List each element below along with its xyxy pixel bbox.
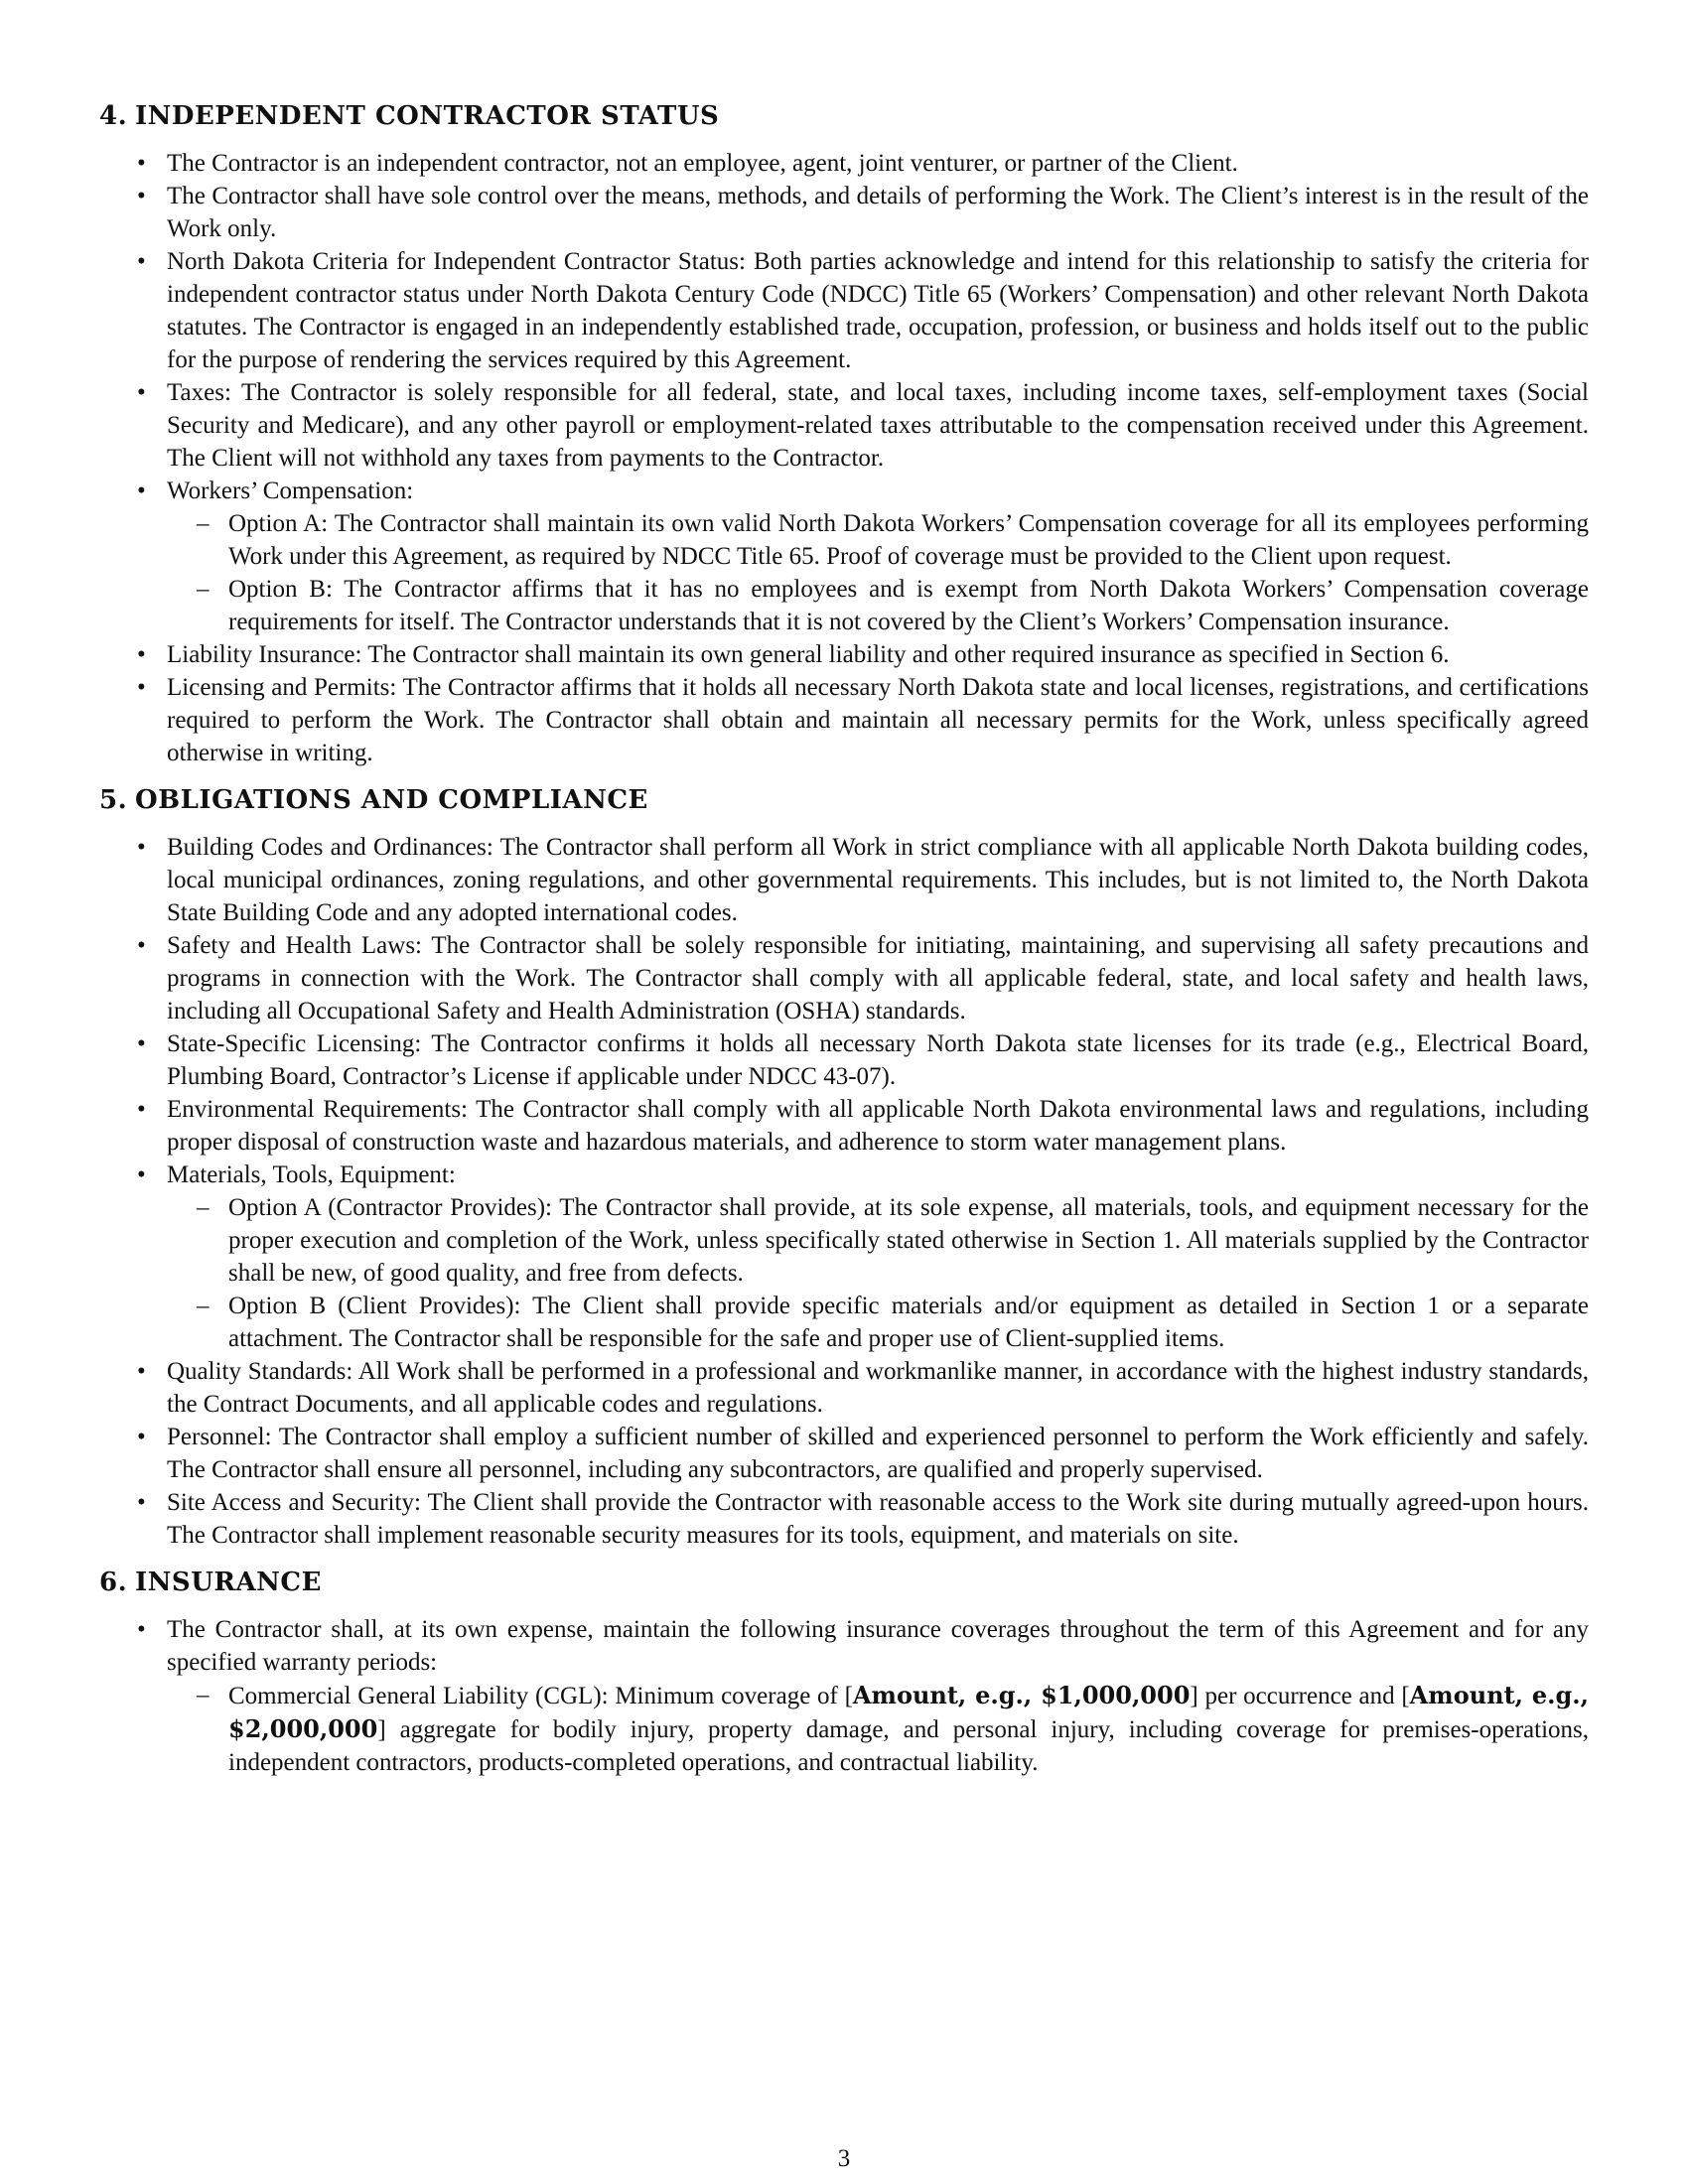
list-item: • Liability Insurance: The Contractor shall maintain its own general liability and other required insurance as specified in Section 6.	[99, 638, 1589, 671]
list-item: • Site Access and Security: The Client shall provide the Contractor with reasonable access to the Work site during mutually agreed-upon hours. The Contractor shall implement reasonable security measures for its tools, equipment, and materials on site.	[99, 1486, 1589, 1552]
page-number: 3	[837, 2145, 851, 2172]
section-number: 6.	[99, 1568, 128, 1597]
list-item-label: Materials, Tools, Equipment:	[167, 1161, 456, 1188]
section-title: OBLIGATIONS AND COMPLIANCE	[135, 785, 648, 815]
amount-per-occurrence: Amount, e.g., $1,000,000	[852, 1681, 1191, 1709]
list-item	[99, 1159, 1589, 1355]
list-item: • Licensing and Permits: The Contractor affirms that it holds all necessary North Dakota state and local licenses, registrations, and certifications required to perform the Work. The Contractor shall obtain and maintain all necessary permits for the Work, unless specifically agreed otherwise in writing.	[99, 671, 1589, 769]
list-item	[99, 475, 1589, 638]
section-obligations-and-compliance	[99, 783, 1589, 1552]
list-item: • Safety and Health Laws: The Contractor shall be solely responsible for initiating, maintaining, and supervising all safety precautions and programs in connection with the Work. The Contractor shall comply with all applicable federal, state, and local safety and health laws, including all Occupational Safety and Health Administration (OSHA) standards.	[99, 929, 1589, 1027]
section-heading	[99, 1566, 1589, 1599]
section-number: 4.	[99, 101, 128, 131]
bracket-close: ]	[1190, 1683, 1198, 1709]
list-item-text: The Contractor shall, at its own expense, maintain the following insurance coverages throughout the term of this Agreement and for any specified warranty periods:	[167, 1616, 1589, 1676]
sub-list-item: – Option A (Contractor Provides): The Contractor shall provide, at its sole expense, all materials, tools, and equipment necessary for the proper execution and completion of the Work, unless specifically stated otherwise in Section 1. All materials supplied by the Contractor shall be new, of good quality, and free from defects.	[167, 1191, 1589, 1290]
sub-list	[167, 1191, 1589, 1355]
section-title: INSURANCE	[135, 1568, 322, 1597]
bullet-list	[99, 147, 1589, 769]
section-title: INDEPENDENT CONTRACTOR STATUS	[135, 101, 720, 131]
section-heading	[99, 99, 1589, 133]
section-number: 5.	[99, 785, 128, 815]
list-item: • State-Specific Licensing: The Contractor confirms it holds all necessary North Dakota state licenses for its trade (e.g., Electrical Board, Plumbing Board, Contractor’s License if applicable under NDCC 43-07).	[99, 1027, 1589, 1093]
bullet-list	[99, 1613, 1589, 1779]
list-item: • Personnel: The Contractor shall employ a sufficient number of skilled and experienced personnel to perform the Work efficiently and safely. The Contractor shall ensure all personnel, including any subcontractors, are qualified and properly supervised.	[99, 1421, 1589, 1486]
list-item-label: Workers’ Compensation:	[167, 478, 414, 504]
list-item: • North Dakota Criteria for Independent Contractor Status: Both parties acknowledge and intend for this relationship to satisfy the criteria for independent contractor status under North Dakota Century Code (NDCC) Title 65 (Workers’ Compensation) and other relevant North Dakota statutes. The Contractor is engaged in an independently established trade, occupation, profession, or business and holds itself out to the public for the purpose of rendering the services required by this Agreement.	[99, 245, 1589, 376]
list-item: • Building Codes and Ordinances: The Contractor shall perform all Work in strict compliance with all applicable North Dakota building codes, local municipal ordinances, zoning regulations, and other governmental requirements. This includes, but is not limited to, the North Dakota State Building Code and any adopted international codes.	[99, 831, 1589, 929]
sub-list-item: – Option B: The Contractor affirms that it has no employees and is exempt from North Dakota Workers’ Compensation coverage requirements for itself. The Contractor understands that it is not covered by the Client’s Workers’ Compensation insurance.	[167, 573, 1589, 638]
sub-list	[167, 1679, 1589, 1779]
list-item: • Environmental Requirements: The Contractor shall comply with all applicable North Dakota environmental laws and regulations, including proper disposal of construction waste and hazardous materials, and adherence to storm water management plans.	[99, 1093, 1589, 1159]
sub-list-item: – Option B (Client Provides): The Client shall provide specific materials and/or equipment as detailed in Section 1 or a separate attachment. The Contractor shall be responsible for the safe and proper use of Client-supplied items.	[167, 1290, 1589, 1355]
bracket-open: [	[1401, 1683, 1410, 1709]
list-item	[99, 1613, 1589, 1779]
amount-aggregate: Amount, e.g., $2,000,000	[228, 1681, 1589, 1743]
cgl-middle: per occurrence and	[1197, 1683, 1402, 1709]
list-item: • Quality Standards: All Work shall be performed in a professional and workmanlike manner, in accordance with the highest industry standards, the Contract Documents, and all applicable codes and regulations.	[99, 1355, 1589, 1421]
document-page	[99, 99, 1589, 1793]
bullet-list	[99, 831, 1589, 1552]
bracket-open: [	[844, 1683, 853, 1709]
bracket-close: ]	[377, 1716, 386, 1743]
list-item: • The Contractor shall have sole control over the means, methods, and details of performing the Work. The Client’s interest is in the result of the Work only.	[99, 180, 1589, 245]
sub-list-item: – Option A: The Contractor shall maintain its own valid North Dakota Workers’ Compensation coverage for all its employees performing Work under this Agreement, as required by NDCC Title 65. Proof of coverage must be provided to the Client upon request.	[167, 507, 1589, 573]
list-item: • Taxes: The Contractor is solely responsible for all federal, state, and local taxes, including income taxes, self-employment taxes (Social Security and Medicare), and any other payroll or employment-related taxes attributable to the compensation received under this Agreement. The Client will not withhold any taxes from payments to the Contractor.	[99, 376, 1589, 475]
cgl-coverage-item	[167, 1679, 1589, 1779]
cgl-suffix: aggregate for bodily injury, property damage, and personal injury, including coverage for premises-operations, independent contractors, products-completed operations, and contractual liability.	[228, 1716, 1589, 1776]
sub-list	[167, 507, 1589, 638]
section-heading	[99, 783, 1589, 817]
cgl-prefix: Commercial General Liability (CGL): Minimum coverage of	[228, 1683, 845, 1709]
list-item: • The Contractor is an independent contractor, not an employee, agent, joint venturer, or partner of the Client.	[99, 147, 1589, 180]
section-independent-contractor-status	[99, 99, 1589, 769]
section-insurance	[99, 1566, 1589, 1779]
